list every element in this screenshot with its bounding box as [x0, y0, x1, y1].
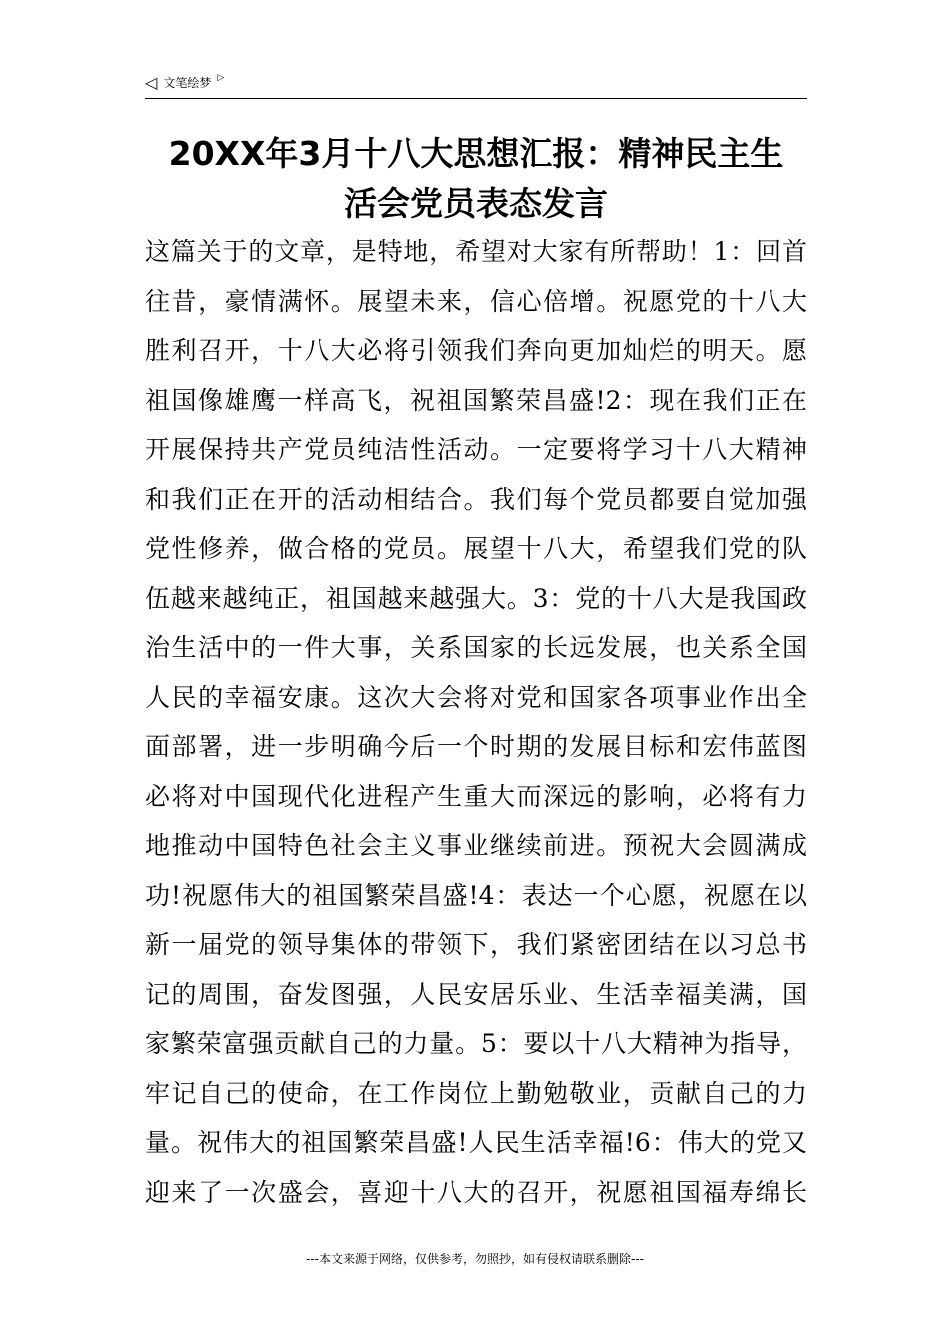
triangle-left-icon: ◁ — [145, 72, 158, 92]
body-line: 伍越来越纯正，祖国越来越强大。3：党的十八大是我国政 — [145, 583, 807, 613]
body-line: 开展保持共产党员纯洁性活动。一定要将学习十八大精神 — [145, 435, 807, 464]
body-line: 牢记自己的使命，在工作岗位上勤勉敬业，贡献自己的力 — [145, 1078, 807, 1108]
body-line: 面部署，进一步明确今后一个时期的发展目标和宏伟蓝图 — [145, 732, 807, 761]
body-line: 必将对中国现代化进程产生重大而深远的影响，必将有力 — [145, 781, 807, 811]
document-title — [145, 129, 807, 229]
body-line: 胜利召开，十八大必将引领我们奔向更加灿烂的明天。愿 — [145, 336, 807, 365]
title-line-2: 活会党员表态发言 — [344, 184, 608, 223]
header-brand: 文笔绘梦 — [163, 76, 212, 90]
body-line: 量。祝伟大的祖国繁荣昌盛!人民生活幸福!6：伟大的党又 — [145, 1128, 807, 1157]
body-line: 人民的幸福安康。这次大会将对党和国家各项事业作出全 — [145, 682, 807, 712]
body-line: 迎来了一次盛会，喜迎十八大的召开，祝愿祖国福寿绵长 — [145, 1177, 807, 1207]
page-header — [145, 72, 807, 99]
body-line: 功!祝愿伟大的祖国繁荣昌盛!4：表达一个心愿，祝愿在以 — [145, 880, 807, 910]
body-line: 记的周围，奋发图强，人民安居乐业、生活幸福美满，国 — [145, 979, 807, 1009]
body-line: 新一届党的领导集体的带领下，我们紧密团结在以习总书 — [145, 930, 807, 959]
body-line: 往昔，豪情满怀。展望未来，信心倍增。祝愿党的十八大 — [145, 286, 807, 316]
body-line: 党性修养，做合格的党员。展望十八大，希望我们党的队 — [145, 534, 807, 563]
header-brand-group — [145, 74, 224, 91]
body-line: 祖国像雄鹰一样高飞，祝祖国繁荣昌盛!2：现在我们正在 — [145, 385, 807, 415]
body-line: 家繁荣富强贡献自己的力量。5：要以十八大精神为指导， — [145, 1029, 807, 1058]
title-line-1: 20XX年3月十八大思想汇报：精神民主生 — [168, 134, 784, 173]
page-footer: ---本文来源于网络，仅供参考，勿照抄，如有侵权请联系删除--- — [306, 1252, 644, 1266]
body-line: 这篇关于的文章，是特地，希望对大家有所帮助！1：回首 — [145, 237, 807, 266]
body-line: 治生活中的一件大事，关系国家的长远发展，也关系全国 — [145, 633, 807, 662]
body-line: 地推动中国特色社会主义事业继续前进。预祝大会圆满成 — [145, 831, 807, 860]
document-body — [145, 227, 807, 1217]
triangle-right-icon: ▷ — [217, 73, 225, 83]
body-line: 和我们正在开的活动相结合。我们每个党员都要自觉加强 — [145, 484, 807, 514]
